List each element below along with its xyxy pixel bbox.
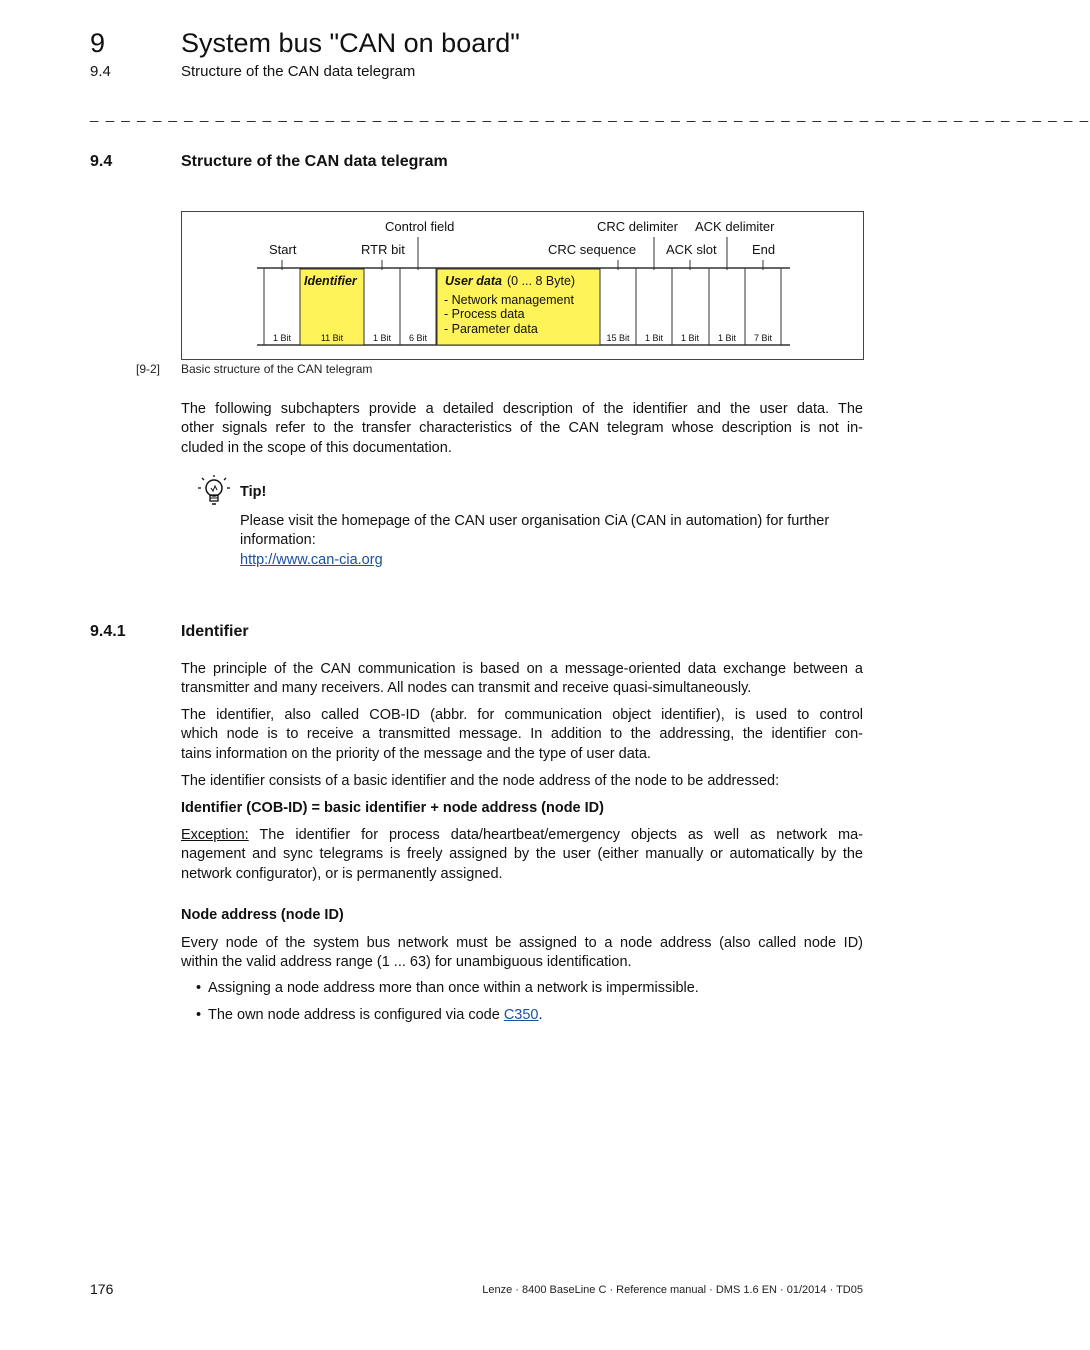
figure-caption: Basic structure of the CAN telegram: [181, 362, 373, 376]
footer-doc-info: Lenze · 8400 BaseLine C · Reference manual · DMS 1.6 EN · 01/2014 · TD05: [482, 1284, 863, 1296]
node-address-heading: Node address (node ID): [181, 907, 344, 923]
paragraph-line: The principle of the CAN communication is based on a message-oriented data exchange between a: [181, 661, 863, 677]
user-data-item: - Process data: [444, 307, 525, 321]
intro-line: cluded in the scope of this documentation.: [181, 439, 452, 456]
paragraph-cob-id: [181, 706, 863, 764]
paragraph-line: Every node of the system bus network must be assigned to a node address (also called node ID): [181, 935, 863, 951]
bit-label: 11 Bit: [320, 333, 344, 343]
can-telegram-figure: [181, 211, 864, 360]
bit-label: 1 Bit: [680, 333, 700, 343]
label-ack-delimiter: ACK delimiter: [695, 219, 775, 234]
user-data-range: (0 ... 8 Byte): [507, 274, 576, 288]
paragraph-line: nagement and sync telegrams is freely assigned by the user (either manually or automatically by the: [181, 846, 863, 863]
header-section-number: 9.4: [90, 63, 111, 80]
user-data-label: User data: [445, 274, 502, 288]
bit-label: 1 Bit: [644, 333, 664, 343]
can-telegram-diagram: [182, 212, 863, 359]
label-start: Start: [269, 242, 297, 257]
tip-line: Please visit the homepage of the CAN user organisation CiA (CAN in automation) for further: [240, 513, 830, 529]
paragraph-principle: [181, 660, 863, 699]
chapter-number: 9: [90, 28, 106, 58]
bit-label: 1 Bit: [717, 333, 737, 343]
header-section-title: Structure of the CAN data telegram: [181, 63, 416, 80]
label-crc-delimiter: CRC delimiter: [597, 219, 678, 234]
c350-link[interactable]: C350: [503, 1007, 539, 1023]
cia-link[interactable]: http://www.can-cia.org: [240, 551, 383, 568]
chapter-title: System bus "CAN on board": [181, 28, 520, 58]
bullet-item: [208, 1007, 543, 1023]
label-rtr-bit: RTR bit: [361, 242, 405, 257]
bullet-marker: •: [196, 1007, 202, 1023]
formula: Identifier (COB-ID) = basic identifier + node address (node ID): [181, 800, 604, 816]
bit-label: 6 Bit: [408, 333, 428, 343]
subsection-number: 9.4.1: [90, 623, 126, 640]
paragraph-line: network configurator), or is permanently assigned.: [181, 865, 503, 882]
header-separator: _ _ _ _ _ _ _ _ _ _ _ _ _ _ _ _ _ _ _ _ _ _ _ _ _ _ _ _ _ _ _ _ _ _ _ _ _ _ _ _ _ _ _ _ _ _ _ _ _ _ _ _ _ _ _ _ _ _ _ _ _ _ _ _: [90, 106, 1090, 123]
section-number: 9.4: [90, 153, 113, 170]
paragraph-line: The identifier for process data/heartbeat/emergency objects as well as network ma-: [248, 827, 863, 843]
bullet-item: Assigning a node address more than once within a network is impermissible.: [208, 980, 699, 996]
paragraph-identifier-consists: The identifier consists of a basic identifier and the node address of the node to be addressed:: [181, 773, 780, 789]
page-number: 176: [90, 1281, 114, 1297]
bit-label: 1 Bit: [272, 333, 292, 343]
intro-paragraph: [181, 400, 863, 458]
bit-label: 15 Bit: [606, 333, 630, 343]
section-title: Structure of the CAN data telegram: [181, 153, 448, 170]
exception-label: Exception:: [181, 827, 249, 843]
bit-label: 7 Bit: [753, 333, 773, 343]
user-data-item: - Parameter data: [444, 322, 538, 336]
paragraph-node-address: [181, 934, 863, 973]
label-ack-slot: ACK slot: [666, 242, 717, 257]
bullet-text-end: .: [538, 1007, 543, 1023]
subsection-title: Identifier: [181, 623, 249, 640]
label-control-field: Control field: [385, 219, 455, 234]
user-data-item: - Network management: [444, 293, 574, 307]
paragraph-line: The identifier, also called COB-ID (abbr. for communication object identifier), is used to control: [181, 707, 863, 723]
paragraph-line: within the valid address range (1 ... 63) for unambiguous identification.: [181, 954, 632, 971]
bullet-marker: •: [196, 980, 202, 996]
intro-line: other signals refer to the transfer characteristics of the CAN telegram whose description is not in-: [181, 420, 863, 437]
bit-label: 1 Bit: [372, 333, 392, 343]
paragraph-exception: [181, 826, 863, 884]
figure-caption-number: [9-2]: [136, 362, 161, 376]
tip-line: information:: [240, 532, 316, 549]
identifier-label: Identifier: [304, 274, 357, 288]
lightbulb-icon: [197, 474, 233, 513]
paragraph-line: transmitter and many receivers. All nodes can transmit and receive quasi-simultaneously.: [181, 680, 752, 697]
label-crc-sequence: CRC sequence: [548, 242, 637, 257]
label-end: End: [752, 242, 776, 257]
paragraph-line: tains information on the priority of the message and the type of user data.: [181, 745, 651, 762]
tip-title: Tip!: [240, 484, 267, 500]
bullet-text: The own node address is configured via code: [208, 1007, 504, 1023]
paragraph-line: which node is to receive a transmitted message. In addition to the addressing, the identifier con-: [181, 726, 863, 743]
tip-text: [240, 512, 865, 570]
intro-line: The following subchapters provide a detailed description of the identifier and the user data. The: [181, 401, 863, 417]
